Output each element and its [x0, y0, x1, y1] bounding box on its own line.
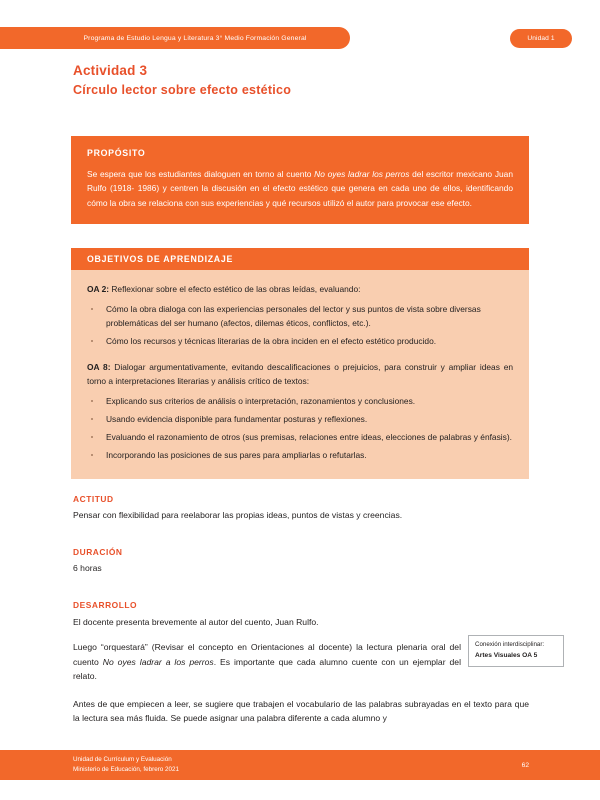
desarrollo-paragraph-1: El docente presenta brevemente al autor del cuento, Juan Rulfo.	[73, 617, 319, 627]
oa2-list	[87, 303, 513, 349]
proposito-panel	[71, 136, 529, 224]
list-item: Incorporando las posiciones de sus pares para ampliarlas o refutarlas.	[87, 449, 513, 463]
oa8-code: OA 8:	[87, 362, 111, 373]
actitud-label: ACTITUD	[73, 494, 114, 504]
oa8-lead-text: Dialogar argumentativamente, evitando descalificaciones o prejuicios, para construir y ampliar ideas en torno a interpretaciones literarias y análisis crítico de textos:	[87, 362, 514, 387]
desarrollo-section	[73, 600, 529, 726]
proposito-text-after: del escritor mexicano Juan Rulfo (1918- 1986) y centren la discusión en el efecto estético que genera en cada uno de ellos, identificando cómo la obra se relaciona con sus experiencias y qué recursos utilizó el autor para provocar ese efecto.	[87, 169, 513, 208]
page-title: Actividad 3	[73, 63, 148, 78]
footer-credits	[73, 755, 179, 775]
oa2-lead	[87, 283, 513, 297]
footer-line-2: Ministerio de Educación, febrero 2021	[73, 766, 180, 773]
duracion-text: 6 horas	[73, 563, 102, 573]
oa-spacer	[87, 352, 513, 358]
list-item: Evaluando el razonamiento de otros (sus premisas, relaciones entre ideas, elecciones de palabras y énfasis).	[87, 431, 513, 445]
proposito-work-title: No oyes ladrar los perros	[314, 169, 410, 179]
desarrollo-paragraph-2	[73, 640, 461, 684]
desarrollo-p2-after: . Es importante que cada alumno cuente con un ejemplar del relato.	[73, 656, 461, 682]
desarrollo-work-title: No oyes ladrar a los perros	[102, 656, 214, 667]
unit-badge-label: Unidad 1	[527, 35, 555, 42]
conexion-interdisciplinar-box	[468, 635, 564, 667]
page-subtitle: Círculo lector sobre efecto estético	[73, 83, 292, 97]
program-header-bar	[0, 27, 350, 49]
desarrollo-p2-before: Luego “orquestará” (Revisar el concepto en Orientaciones al docente) la lectura plenaria oral del cuento	[73, 641, 461, 667]
list-item: Explicando sus criterios de análisis o interpretación, razonamientos y conclusiones.	[87, 395, 513, 409]
conexion-label: Conexión interdisciplinar:	[475, 641, 545, 648]
desarrollo-label: DESARROLLO	[73, 600, 138, 610]
conexion-value: Artes Visuales OA 5	[475, 651, 538, 659]
list-item: Cómo los recursos y técnicas literarias de la obra inciden en el efecto estético producido.	[87, 335, 513, 349]
page-number: 62	[521, 761, 529, 769]
oa8-list	[87, 395, 513, 463]
oa2-lead-text: Reflexionar sobre el efecto estético de las obras leídas, evaluando:	[109, 284, 361, 294]
desarrollo-paragraph-3: Antes de que empiecen a leer, se sugiere que trabajen el vocabulario de las palabras subrayadas en el texto para que la lectura sea más fluida. Se puede asignar una palabra diferente a cada alumno y	[73, 699, 529, 724]
objetivos-heading: OBJETIVOS DE APRENDIZAJE	[71, 248, 529, 270]
actitud-section	[73, 494, 529, 523]
proposito-text-before: Se espera que los estudiantes dialoguen en torno al cuento	[87, 169, 315, 179]
program-header-label: Programa de Estudio Lengua y Literatura 3° Medio Formación General	[83, 34, 307, 42]
oa8-lead	[87, 361, 513, 388]
oa2-code: OA 2:	[87, 284, 110, 294]
footer-line-1: Unidad de Currículum y Evaluación	[73, 756, 172, 764]
page-title-block	[73, 63, 291, 97]
proposito-body	[87, 167, 513, 210]
objetivos-panel	[71, 270, 529, 479]
proposito-heading: PROPÓSITO	[87, 148, 146, 158]
unit-badge	[510, 29, 572, 48]
list-item: Cómo la obra dialoga con las experiencias personales del lector y sus puntos de vista sobre diversas problemáticas del ser humano (afectos, dilemas éticos, conflictos, etc.).	[87, 303, 513, 331]
page-footer	[0, 750, 600, 780]
actitud-text: Pensar con flexibilidad para reelaborar las propias ideas, puntos de vistas y creencias.	[73, 510, 403, 520]
duracion-section	[73, 547, 529, 576]
list-item: Usando evidencia disponible para fundamentar posturas y reflexiones.	[87, 413, 513, 427]
duracion-label: DURACIÓN	[73, 547, 123, 557]
